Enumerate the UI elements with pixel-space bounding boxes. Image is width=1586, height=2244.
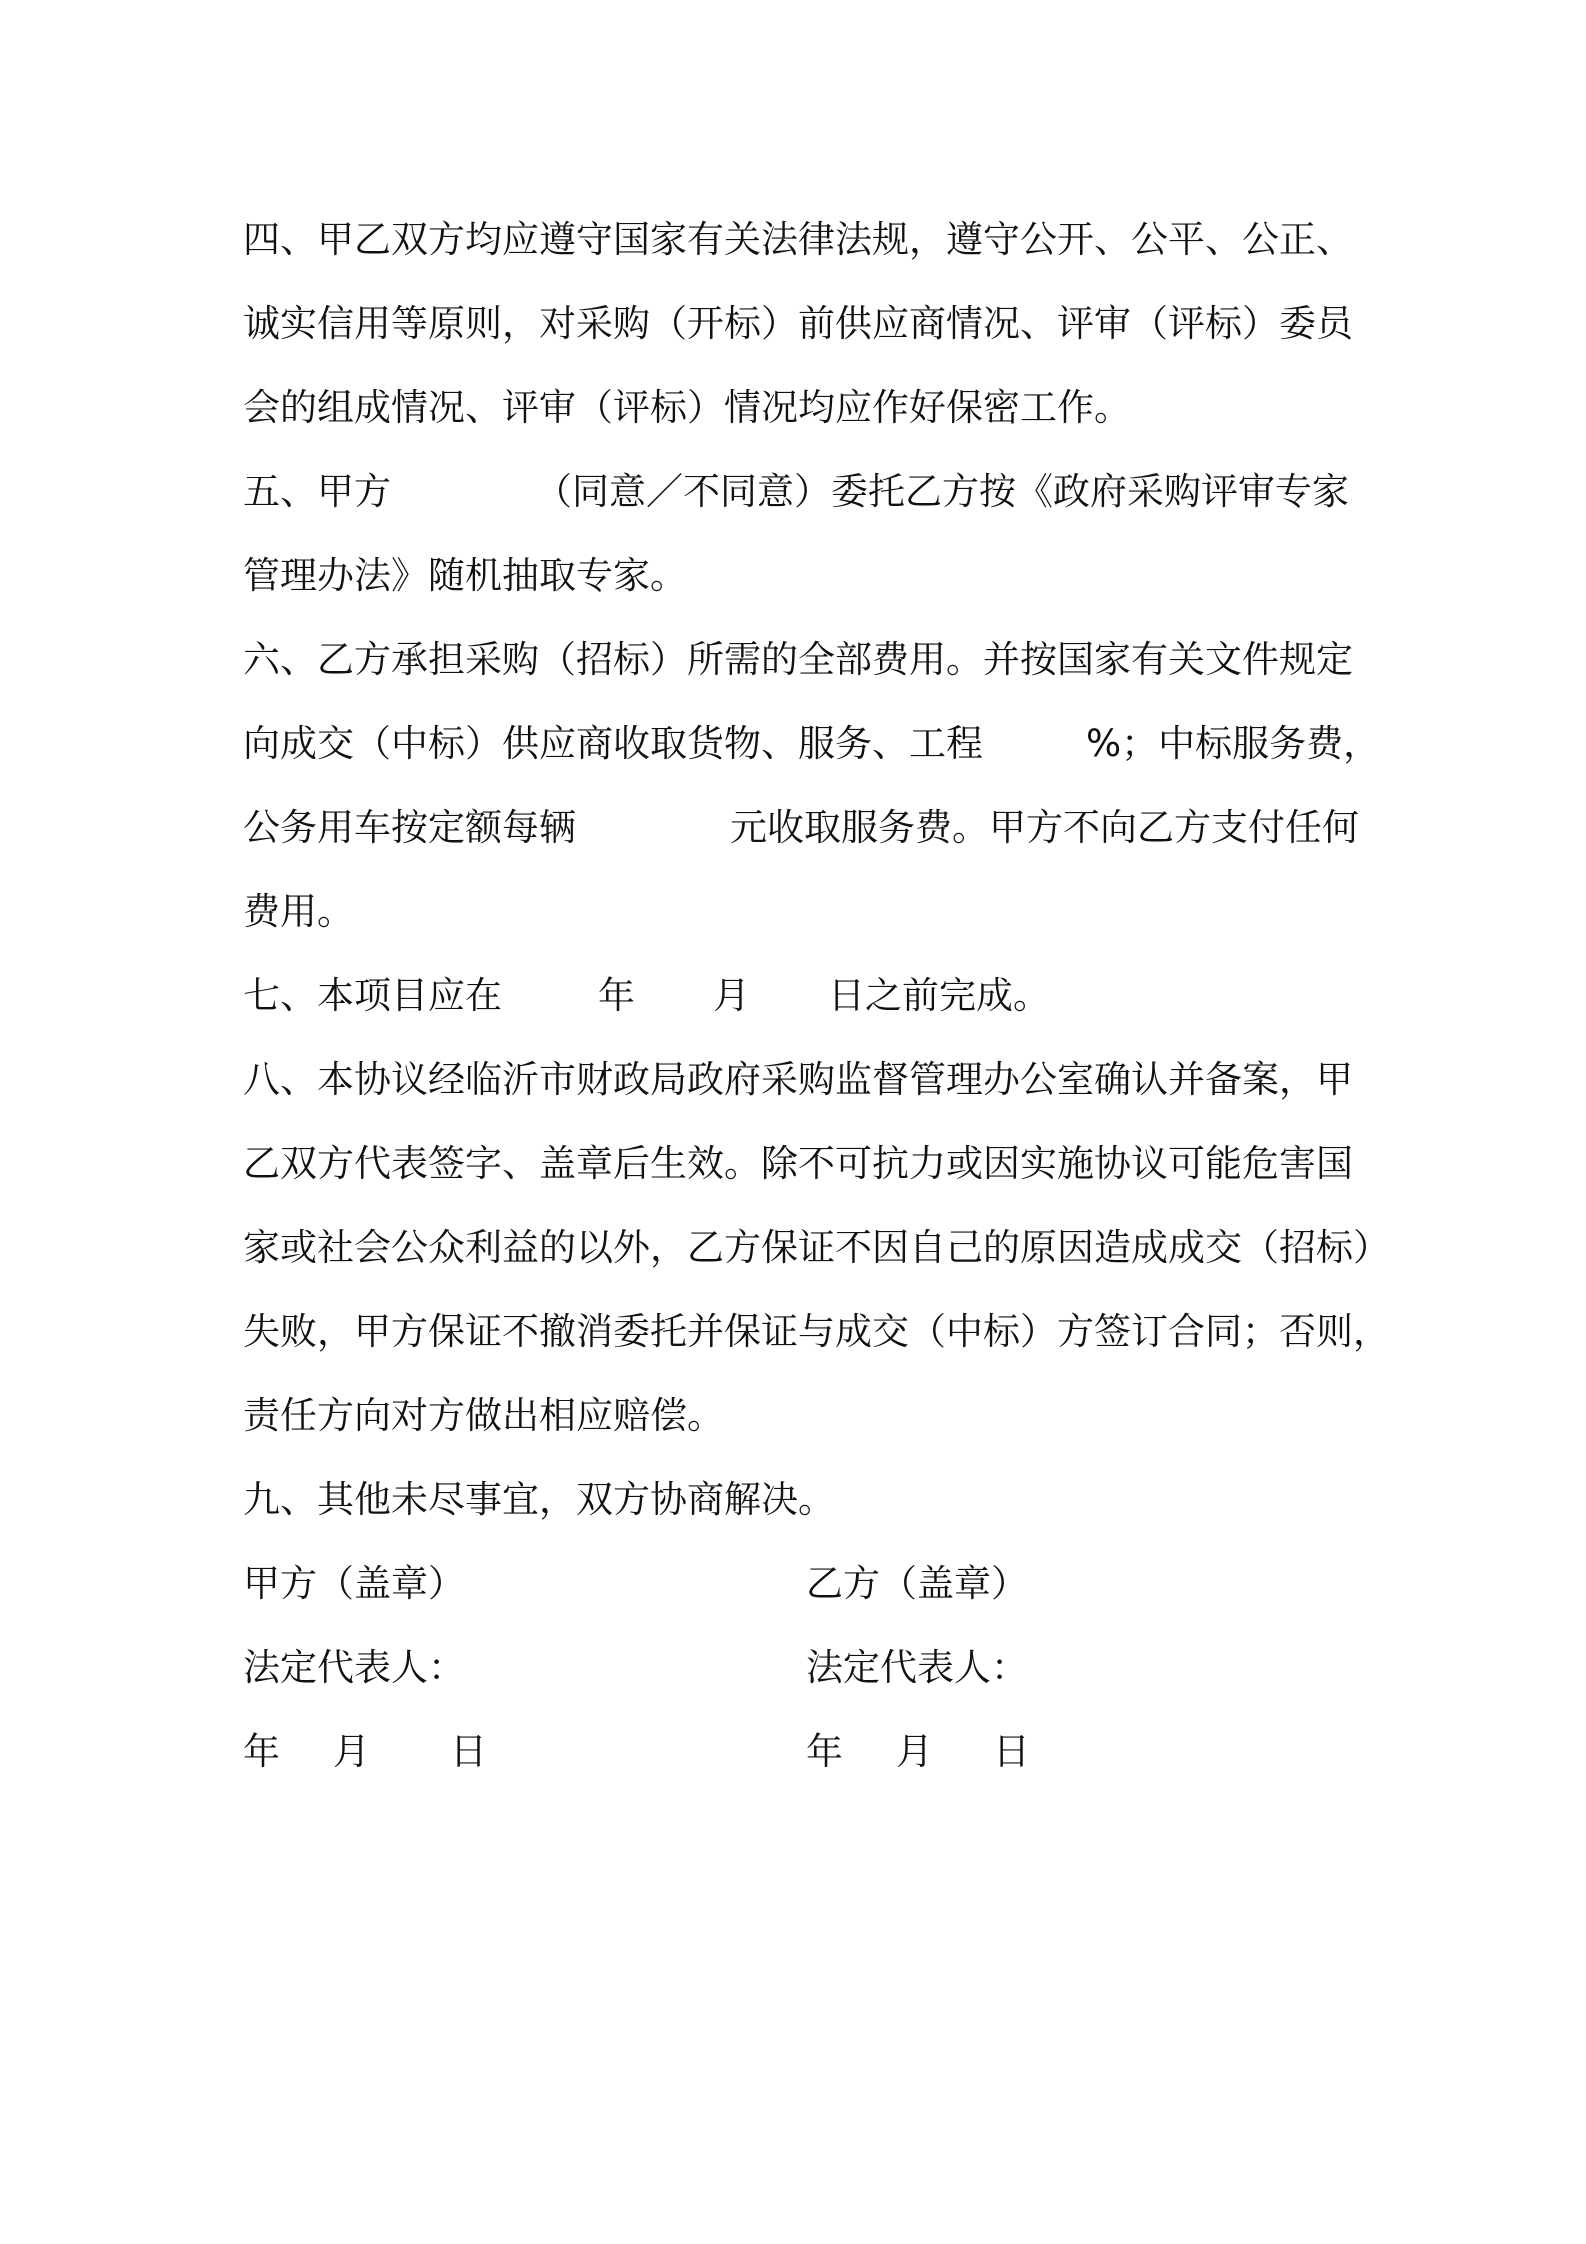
clause-text: 四、甲乙双方均应遵守国家有关法律法规，遵守公开、公平、公正、 (243, 218, 1353, 261)
clause-text: 乙双方代表签字、盖章后生效。除不可抗力或因实施协议可能危害国 (243, 1142, 1353, 1185)
clause-6-line-2 (243, 702, 1381, 786)
party-b-seal: 乙方（盖章） (806, 1562, 1028, 1605)
clause-8-line-2 (243, 1122, 1358, 1206)
party-a-month: 月 (333, 1730, 370, 1773)
party-b-representative: 法定代表人： (806, 1646, 1028, 1689)
party-b-month: 月 (896, 1730, 933, 1773)
clause-text: 六、乙方承担采购（招标）所需的全部费用。并按国家有关文件规定 (243, 638, 1353, 681)
clause-6-line-3 (243, 786, 1358, 870)
clause-7-line-1 (243, 954, 1358, 1038)
clause-8-line-4 (243, 1290, 1390, 1374)
clause-text-after-blank: （同意／不同意）委托乙方按《政府采购评审专家 (535, 470, 1349, 513)
clause-text: 七、本项目应在 (243, 974, 502, 1017)
deadline-year: 年 (598, 974, 635, 1017)
clause-text: 九、其他未尽事宜，双方协商解决。 (243, 1478, 835, 1521)
clause-5-line-2 (243, 534, 1358, 618)
deadline-month: 月 (713, 974, 750, 1017)
clause-text: 责任方向对方做出相应赔偿。 (243, 1394, 724, 1437)
clause-8-line-3 (243, 1206, 1390, 1290)
clause-text: 八、本协议经临沂市财政局政府采购监督管理办公室确认并备案，甲 (243, 1058, 1353, 1101)
clause-9-line-1 (243, 1458, 1358, 1542)
clause-4-line-2 (243, 282, 1358, 366)
clause-5-line-1 (243, 450, 1358, 534)
signature-seal-row (243, 1542, 1358, 1626)
clause-text: 诚实信用等原则，对采购（开标）前供应商情况、评审（评标）委员 (243, 302, 1353, 345)
party-b-day: 日 (993, 1730, 1030, 1773)
document-body (243, 198, 1390, 1794)
clause-text: 会的组成情况、评审（评标）情况均应作好保密工作。 (243, 386, 1131, 429)
clause-text: 家或社会公众利益的以外，乙方保证不因自己的原因造成成交（招标） (243, 1226, 1390, 1269)
party-b-year: 年 (806, 1730, 843, 1773)
party-a-day: 日 (450, 1730, 487, 1773)
clause-text: 管理办法》随机抽取专家。 (243, 554, 687, 597)
clause-text: 费用。 (243, 890, 354, 933)
clause-6-line-4 (243, 870, 1358, 954)
clause-text: 失败，甲方保证不撤消委托并保证与成交（中标）方签订合同；否则， (243, 1310, 1390, 1353)
deadline-day-text: 日之前完成。 (828, 974, 1050, 1017)
signature-date-row (243, 1710, 1358, 1794)
clause-6-line-1 (243, 618, 1358, 702)
party-a-seal: 甲方（盖章） (243, 1562, 465, 1605)
clause-text: 公务用车按定额每辆 (243, 806, 576, 849)
clause-4-line-3 (243, 366, 1358, 450)
clause-4-line-1 (243, 198, 1358, 282)
clause-8-line-1 (243, 1038, 1358, 1122)
clause-8-line-5 (243, 1374, 1358, 1458)
party-a-year: 年 (243, 1730, 280, 1773)
clause-text-after-blank: %；中标服务费， (1086, 722, 1381, 765)
signature-rep-row (243, 1626, 1358, 1710)
clause-text-after-blank: 元收取服务费。甲方不向乙方支付任何 (730, 806, 1359, 849)
party-a-representative: 法定代表人： (243, 1646, 465, 1689)
clause-text: 向成交（中标）供应商收取货物、服务、工程 (243, 722, 983, 765)
clause-text: 五、甲方 (243, 470, 391, 513)
